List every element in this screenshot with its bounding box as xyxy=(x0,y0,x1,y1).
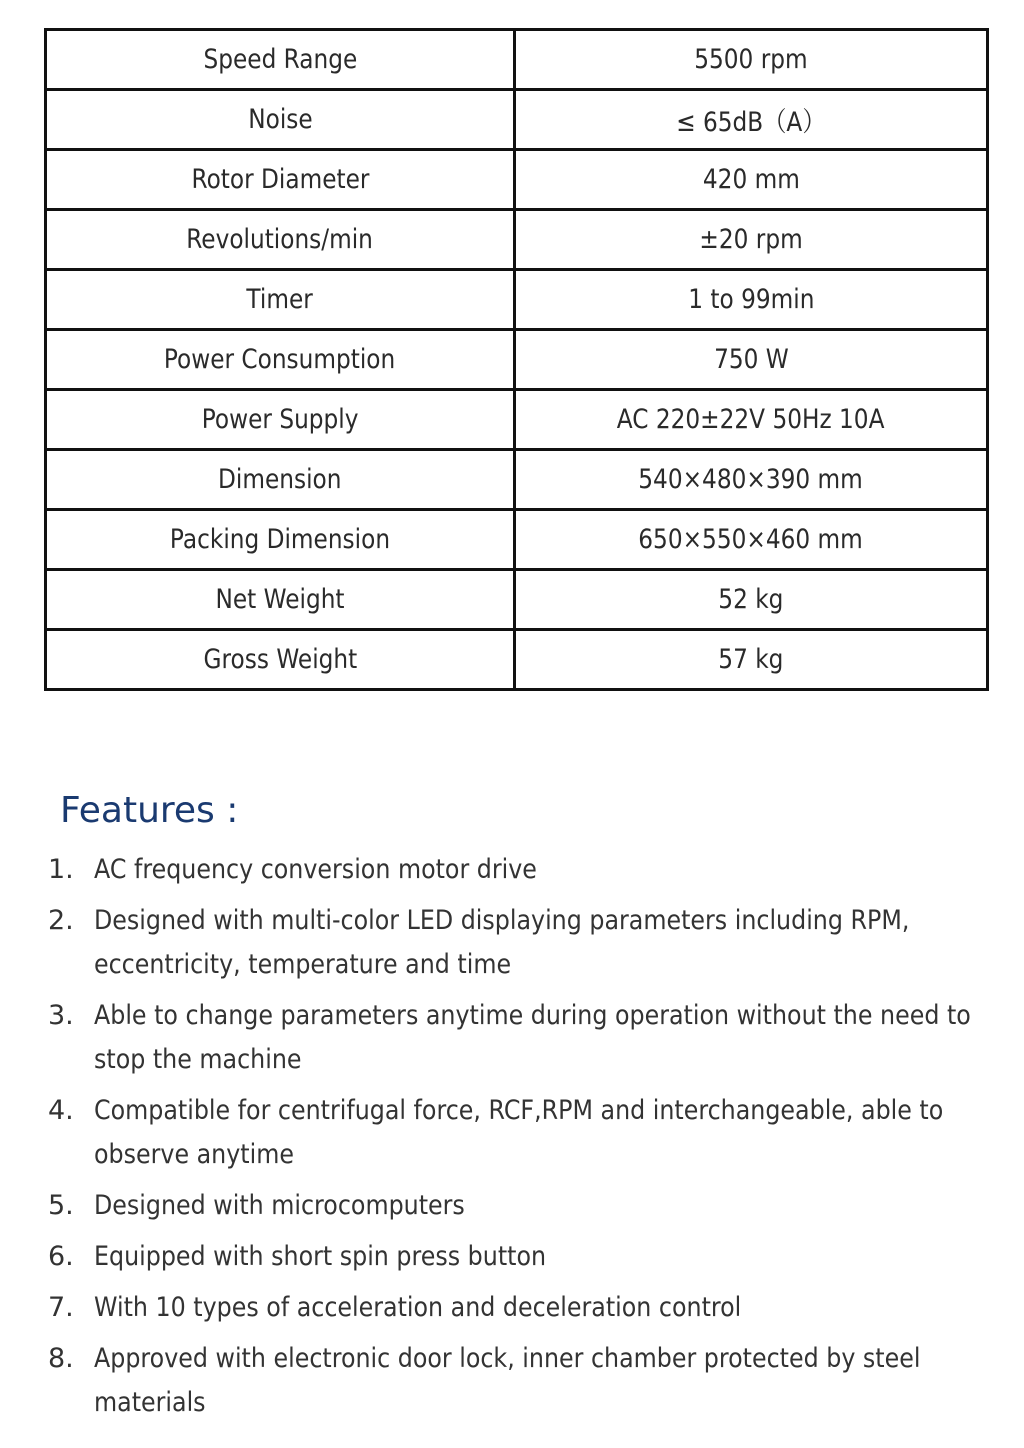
spec-value: 420 mm xyxy=(515,150,988,210)
list-item xyxy=(0,1286,1024,1330)
list-text: Designed with microcomputers xyxy=(94,1190,465,1221)
table-row xyxy=(46,450,988,510)
spec-value: AC 220±22V 50Hz 10A xyxy=(515,390,988,450)
list-item xyxy=(0,994,1024,1082)
table-row xyxy=(46,570,988,630)
list-text: Approved with electronic door lock, inner chamber protected by steel materials xyxy=(94,1343,921,1418)
spec-label: Timer xyxy=(46,270,515,330)
list-text: Compatible for centrifugal force, RCF,RPM and interchangeable, able to observe anytime xyxy=(94,1095,944,1170)
spec-label: Net Weight xyxy=(46,570,515,630)
spec-label: Packing Dimension xyxy=(46,510,515,570)
spec-label: Power Consumption xyxy=(46,330,515,390)
spec-label: Power Supply xyxy=(46,390,515,450)
spec-value: 5500 rpm xyxy=(515,30,988,90)
spec-value: 750 W xyxy=(515,330,988,390)
list-text: With 10 types of acceleration and deceleration control xyxy=(94,1292,742,1323)
table-row xyxy=(46,30,988,90)
spec-value: 650×550×460 mm xyxy=(515,510,988,570)
list-number: 5. xyxy=(48,1190,74,1221)
features-heading: Features : xyxy=(60,790,239,831)
spec-label: Dimension xyxy=(46,450,515,510)
spec-value: 52 kg xyxy=(515,570,988,630)
list-number: 7. xyxy=(48,1292,74,1323)
list-text: Designed with multi-color LED displaying parameters including RPM, eccentricity, temperature and time xyxy=(94,905,910,980)
table-row xyxy=(46,330,988,390)
list-item xyxy=(0,1235,1024,1279)
list-item xyxy=(0,1089,1024,1177)
table-row xyxy=(46,270,988,330)
table-row xyxy=(46,510,988,570)
list-number: 3. xyxy=(48,1000,74,1031)
spec-value: ≤ 65dB（A） xyxy=(515,90,988,150)
table-row xyxy=(46,150,988,210)
list-text: AC frequency conversion motor drive xyxy=(94,854,537,885)
features-list xyxy=(0,848,1024,1432)
list-text: Equipped with short spin press button xyxy=(94,1241,547,1272)
list-number: 2. xyxy=(48,905,74,936)
spec-value: 57 kg xyxy=(515,630,988,690)
table-row xyxy=(46,390,988,450)
table-row xyxy=(46,630,988,690)
list-item xyxy=(0,848,1024,892)
spec-label: Gross Weight xyxy=(46,630,515,690)
spec-label: Speed Range xyxy=(46,30,515,90)
list-number: 4. xyxy=(48,1095,74,1126)
list-item xyxy=(0,1337,1024,1425)
spec-value: 1 to 99min xyxy=(515,270,988,330)
list-item xyxy=(0,1184,1024,1228)
table-row xyxy=(46,90,988,150)
list-text: Able to change parameters anytime during operation without the need to stop the machine xyxy=(94,1000,971,1075)
spec-value: ±20 rpm xyxy=(515,210,988,270)
list-number: 1. xyxy=(48,854,74,885)
specifications-table xyxy=(44,28,989,691)
list-number: 6. xyxy=(48,1241,74,1272)
list-item xyxy=(0,899,1024,987)
list-number: 8. xyxy=(48,1343,74,1374)
spec-label: Rotor Diameter xyxy=(46,150,515,210)
spec-value: 540×480×390 mm xyxy=(515,450,988,510)
table-row xyxy=(46,210,988,270)
spec-label: Revolutions/min xyxy=(46,210,515,270)
spec-label: Noise xyxy=(46,90,515,150)
